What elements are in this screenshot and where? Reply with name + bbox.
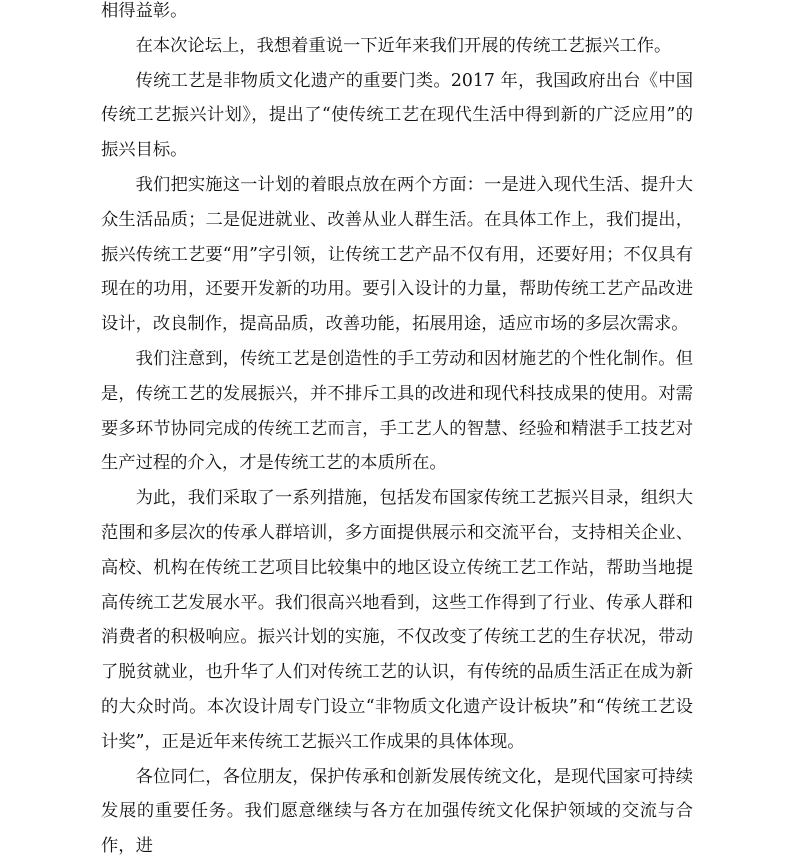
paragraph-two-aspects: 我们把实施这一计划的着眼点放在两个方面：一是进入现代生活、提升大众生活品质；二是促进就业、改善从业人群生活。在具体工作上，我们提出，振兴传统工艺要“用”字引领，让传统工艺产品不仅有用，还要好用；不仅具有现在的功用，还要开发新的功用。要引入设计的力量，帮助传统工艺产品改进设计，改良制作，提高品质，改善功能，拓展用途，适应市场的多层次需求。 <box>101 174 693 335</box>
document-body <box>101 0 693 864</box>
paragraph-continuation: 相得益彰。 <box>101 1 188 21</box>
paragraph-handcraft-nature: 我们注意到，传统工艺是创造性的手工劳动和因材施艺的个性化制作。但是，传统工艺的发展振兴，并不排斥工具的改进和现代科技成果的使用。对需要多环节协同完成的传统工艺而言，手工艺人的智慧、经验和精湛手工技艺对生产过程的介入，才是传统工艺的本质所在。 <box>101 348 693 474</box>
paragraph-revitalization-plan: 传统工艺是非物质文化遗产的重要门类。2017 年，我国政府出台《中国传统工艺振兴计划》，提出了“使传统工艺在现代生活中得到新的广泛应用”的振兴目标。 <box>101 70 693 161</box>
paragraph-closing: 各位同仁，各位朋友，保护传承和创新发展传统文化，是现代国家可持续发展的重要任务。我们愿意继续与各方在加强传统文化保护领域的交流与合作，进 <box>101 766 693 857</box>
paragraph-measures: 为此，我们采取了一系列措施，包括发布国家传统工艺振兴目录，组织大范围和多层次的传承人群培训，多方面提供展示和交流平台，支持相关企业、高校、机构在传统工艺项目比较集中的地区设立传统工艺工作站，帮助当地提高传统工艺发展水平。我们很高兴地看到，这些工作得到了行业、传承人群和消费者的积极响应。振兴计划的实施，不仅改变了传统工艺的生存状况，带动了脱贫就业，也升华了人们对传统工艺的认识，有传统的品质生活正在成为新的大众时尚。本次设计周专门设立“非物质文化遗产设计板块”和“传统工艺设计奖”，正是近年来传统工艺振兴工作成果的具体体现。 <box>101 488 693 752</box>
paragraph-forum-focus: 在本次论坛上，我想着重说一下近年来我们开展的传统工艺振兴工作。 <box>135 35 672 56</box>
